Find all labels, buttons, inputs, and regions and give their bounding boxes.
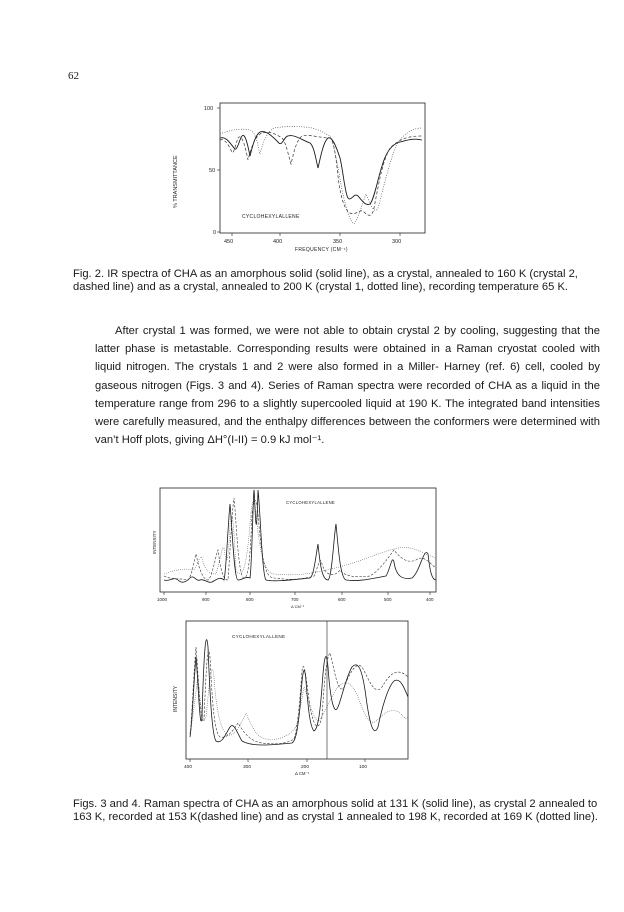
- page-number: 62: [68, 70, 79, 82]
- fig4-x-axis: [190, 759, 365, 762]
- fig3-xtick-800: 800: [246, 597, 254, 602]
- fig3-inner-label: CYCLOHEXYLALLENE: [286, 500, 336, 505]
- fig2-caption: Fig. 2. IR spectra of CHA as an amorphous solid (solid line), as a crystal, annealed to 160 K (crystal 2, dashed line) and as a crystal, annealed to 200 K (crystal 1, dotted line), recording temperature 65 K.: [73, 268, 578, 294]
- fig4-xtick-200: 200: [301, 765, 310, 770]
- fig2-xtick-400: 400: [273, 239, 283, 245]
- fig3-xtick-500: 500: [384, 597, 392, 602]
- fig4-xtick-300: 300: [243, 765, 252, 770]
- fig4-xlabel: Δ CM⁻¹: [295, 771, 310, 776]
- fig3-xtick-700: 700: [291, 597, 299, 602]
- fig2-xlabel: FREQUENCY (CM⁻¹): [295, 247, 348, 253]
- fig2-xtick-450: 450: [224, 239, 234, 245]
- figure-4-raman-spectrum: [162, 617, 422, 777]
- fig4-dashed-trace: [190, 647, 408, 744]
- fig3-xtick-1000: 1000: [157, 597, 168, 602]
- fig4-inner-label: CYCLOHEXYLALLENE: [232, 634, 286, 639]
- fig3-ylabel: INTENSITY: [152, 530, 157, 554]
- fig34-caption: Figs. 3 and 4. Raman spectra of CHA as an amorphous solid at 131 K (solid line), as crystal 2 annealed to 163 K, recorded at 153 K(dashed line) and as crystal 1 annealed to 198 K, recorded at 169 K (dotted line).: [73, 798, 598, 824]
- fig4-dotted-trace: [190, 669, 408, 739]
- fig3-xtick-400: 400: [426, 597, 434, 602]
- body-paragraph: After crystal 1 was formed, we were not able to obtain crystal 2 by cooling, suggesting that the latter phase is metastable. Corresponding results were obtained in a Raman cryostat cooled with liquid nitrogen. The crystals 1 and 2 were also formed in a Miller- Harney (ref. 6) cell, cooled by gaseous nitrogen (Figs. 3 and 4). Series of Raman spectra were recorded of CHA as a liquid in the temperature range from 296 to a slightly supercooled liquid at 190 K. The integrated band intensities were carefully measured, and the enthalpy differences between the conformers were determined with van’t Hoff plots, giving ΔH°(I-II) = 0.9 kJ mol⁻¹.: [95, 325, 600, 447]
- fig4-xtick-100: 100: [359, 765, 368, 770]
- fig2-ytick-50: 50: [209, 168, 216, 174]
- fig4-solid-trace: [190, 640, 408, 745]
- fig2-inner-label: CYCLOHEXYLALLENE: [242, 214, 300, 220]
- fig3-xlabel: Δ CM⁻¹: [291, 604, 305, 609]
- fig4-xtick-400: 400: [184, 765, 193, 770]
- fig3-dotted-trace: [164, 501, 436, 574]
- figure-3-raman-spectrum: [150, 484, 450, 614]
- fig3-x-axis: [164, 592, 430, 595]
- fig2-dashed-trace: [220, 132, 422, 215]
- fig2-ylabel: % TRANSMITTANCE: [173, 155, 179, 208]
- fig2-ytick-100: 100: [204, 106, 214, 112]
- fig2-xtick-350: 350: [333, 239, 343, 245]
- fig2-xtick-300: 300: [392, 239, 402, 245]
- fig3-xtick-900: 900: [202, 597, 210, 602]
- fig2-solid-trace: [220, 132, 422, 205]
- fig2-ytick-0: 0: [213, 230, 217, 236]
- figure-2-ir-spectrum: [160, 98, 450, 258]
- fig3-xtick-600: 600: [338, 597, 346, 602]
- fig2-dotted-trace: [220, 127, 422, 225]
- fig4-ylabel: INTENSITY: [173, 685, 179, 712]
- fig4-frame: [186, 621, 408, 759]
